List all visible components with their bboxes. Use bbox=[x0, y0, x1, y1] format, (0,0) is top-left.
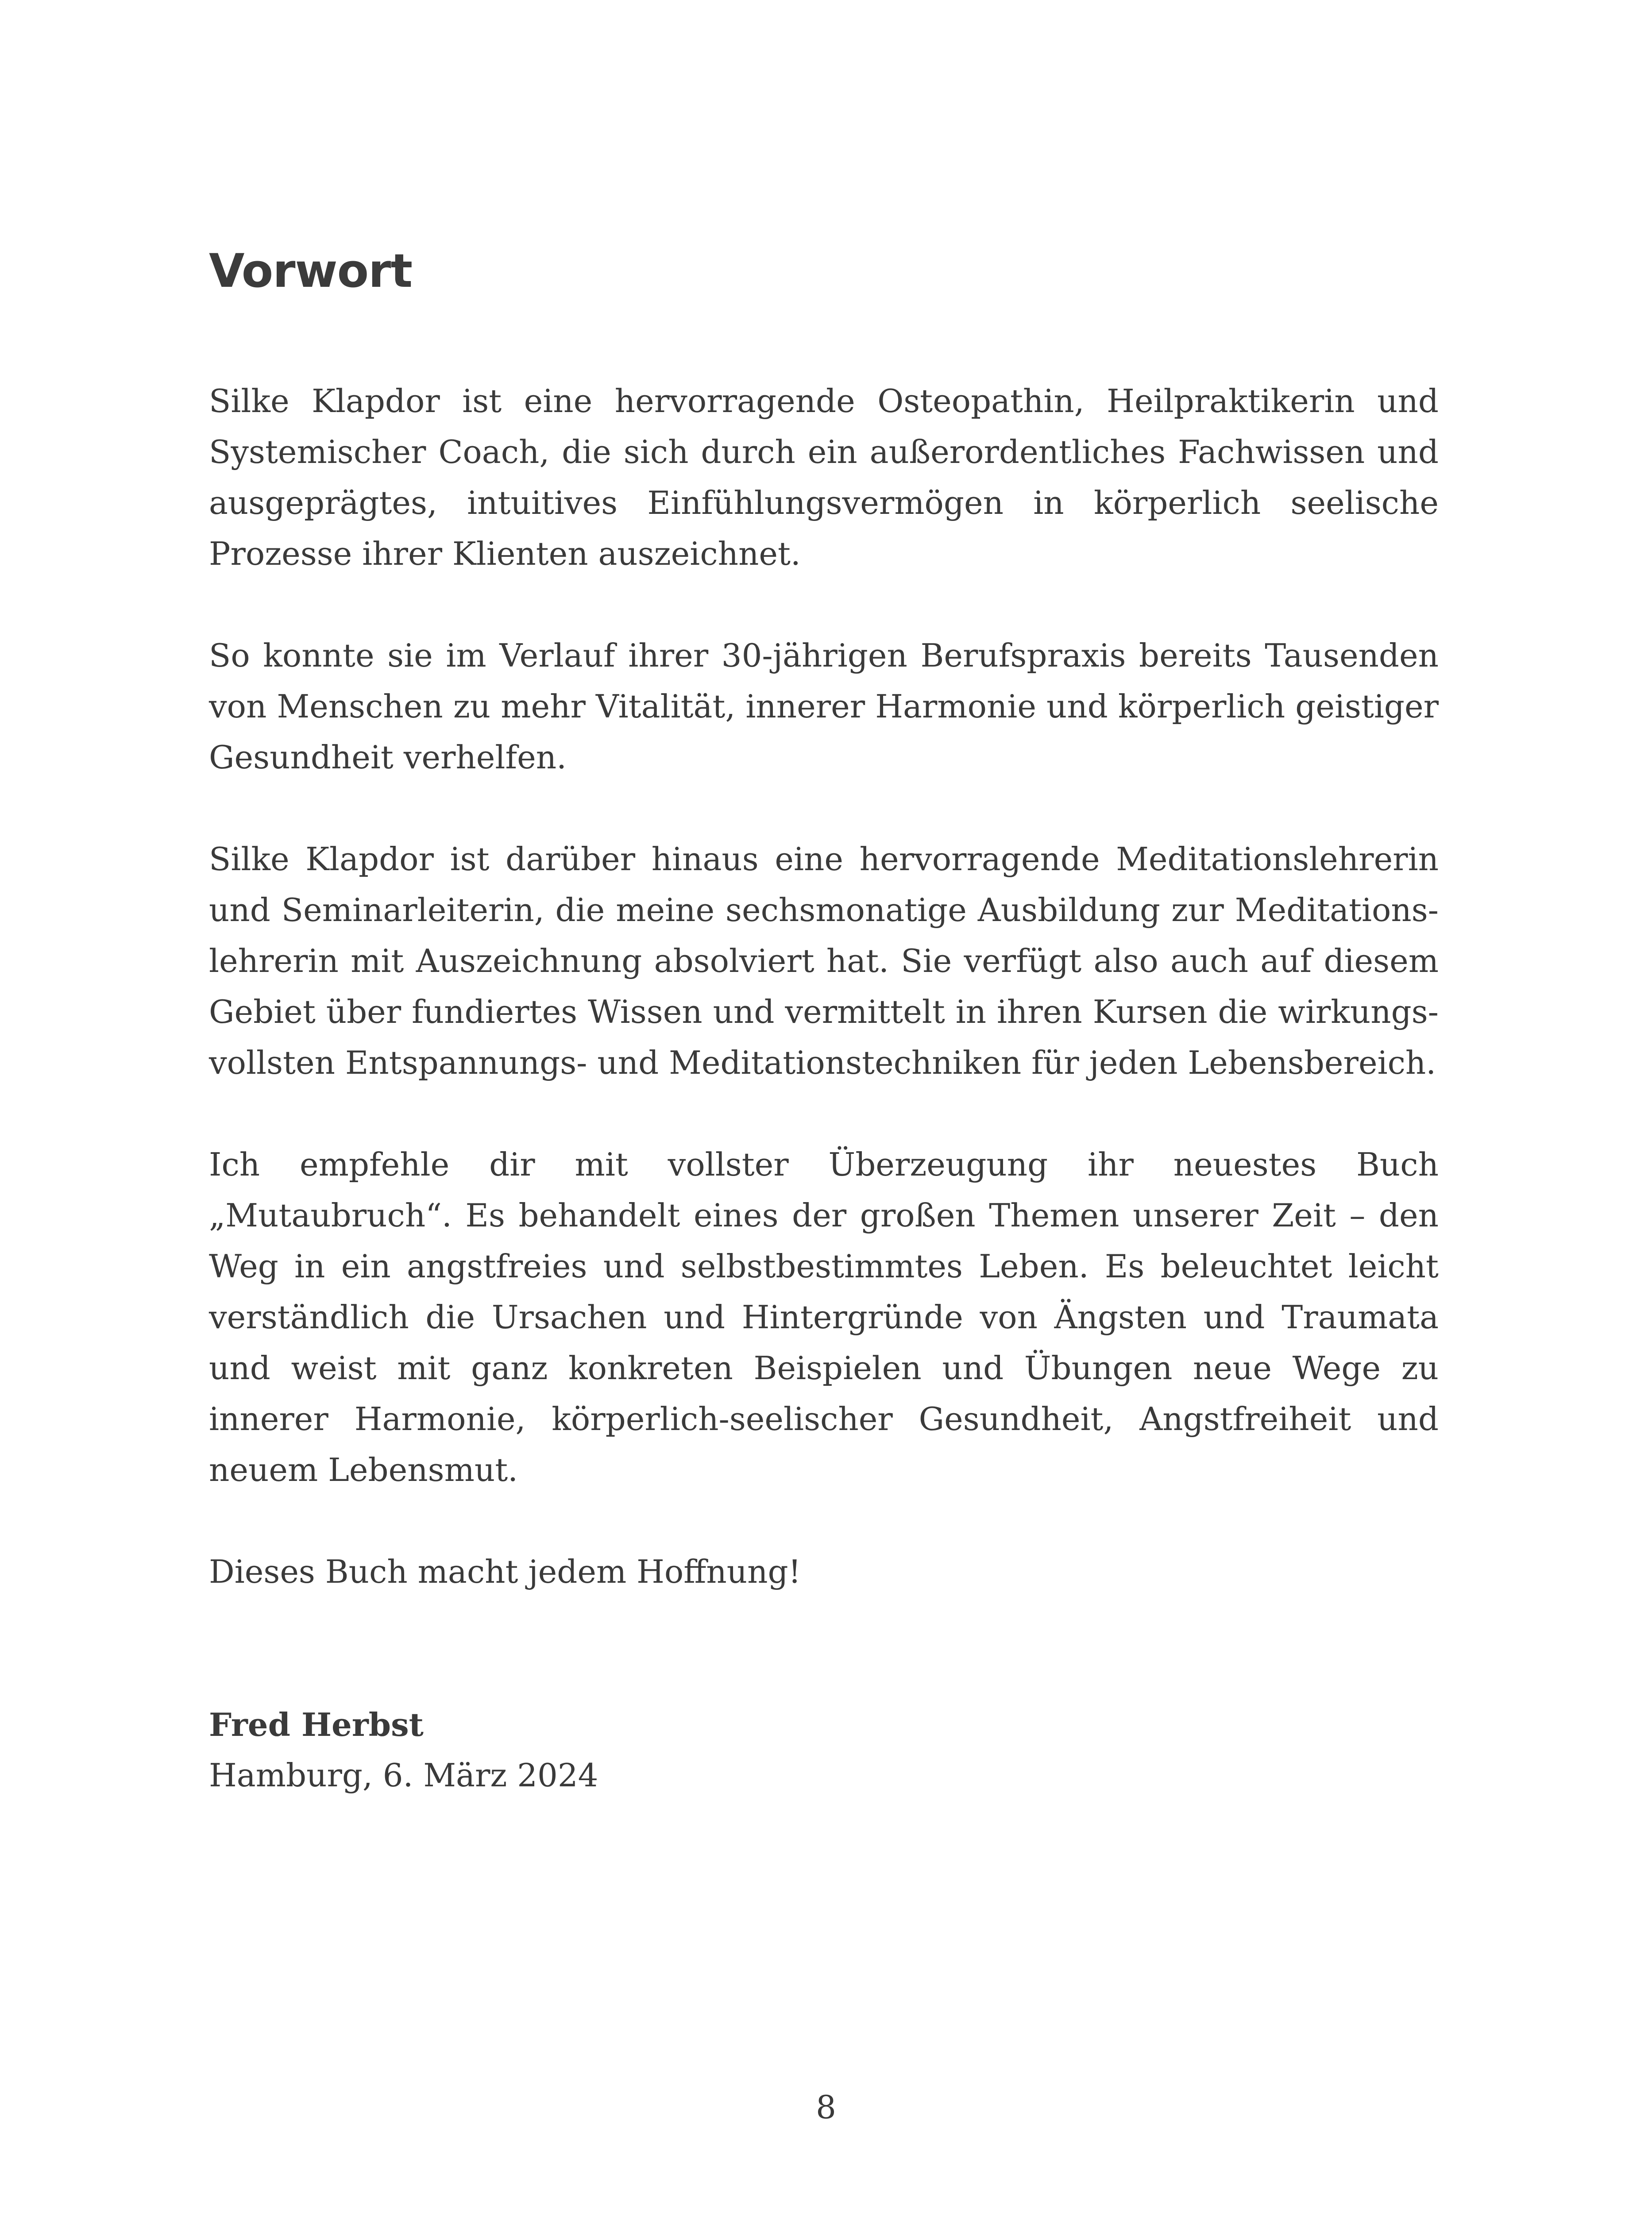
page-number: 8 bbox=[816, 2089, 836, 2126]
author-name: Fred Herbst bbox=[209, 1706, 424, 1743]
paragraph-3: Silke Klapdor ist darüber hinaus eine hervorragende Meditationslehrerin und Seminarleiterin, die meine sechsmonatige Ausbildung zur Meditationslehrerin mit Auszeichnung absolviert hat. Sie verfügt also auch auf diesem Gebiet über fundiertes Wissen und vermittelt in ihren Kursen die wirkungsvollsten Entspannungs- und Meditationstechniken für jeden Lebensbereich. bbox=[209, 840, 1439, 1081]
paragraph-2: So konnte sie im Verlauf ihrer 30-jährigen Berufspraxis bereits Tausenden von Menschen zu mehr Vitalität, innerer Harmonie und körperlich geistiger Gesundheit verhelfen. bbox=[209, 637, 1439, 776]
paragraph-5: Dieses Buch macht jedem Hoffnung! bbox=[209, 1553, 801, 1590]
signature-block bbox=[209, 1699, 1439, 1801]
place-date: Hamburg, 6. März 2024 bbox=[209, 1757, 598, 1794]
paragraph-4: Ich empfehle dir mit vollster Überzeugung ihr neuestes Buch „Mutaubruch“. Es behandelt eines der großen Themen unserer Zeit – den Weg in ein angstfreies und selbstbestimmtes Leben. Es beleuchtet leicht verständlich die Ursachen und Hintergründe von Ängsten und Traumata und weist mit ganz konkreten Beispielen und Übungen neue Wege zu innerer Harmonie, körperlich-seelischer Gesundheit, Angstfreiheit und neuem Lebensmut. bbox=[209, 1146, 1439, 1488]
page-heading: Vorwort bbox=[209, 244, 413, 298]
paragraph-1: Silke Klapdor ist eine hervorragende Osteopathin, Heilpraktikerin und Systemischer Coach, die sich durch ein außerordentliches Fachwissen und ausgeprägtes, intuitives Einfühlungsvermögen in körperlich seelische Prozesse ihrer Klienten auszeichnet. bbox=[209, 382, 1439, 572]
page-content bbox=[209, 244, 1439, 1801]
